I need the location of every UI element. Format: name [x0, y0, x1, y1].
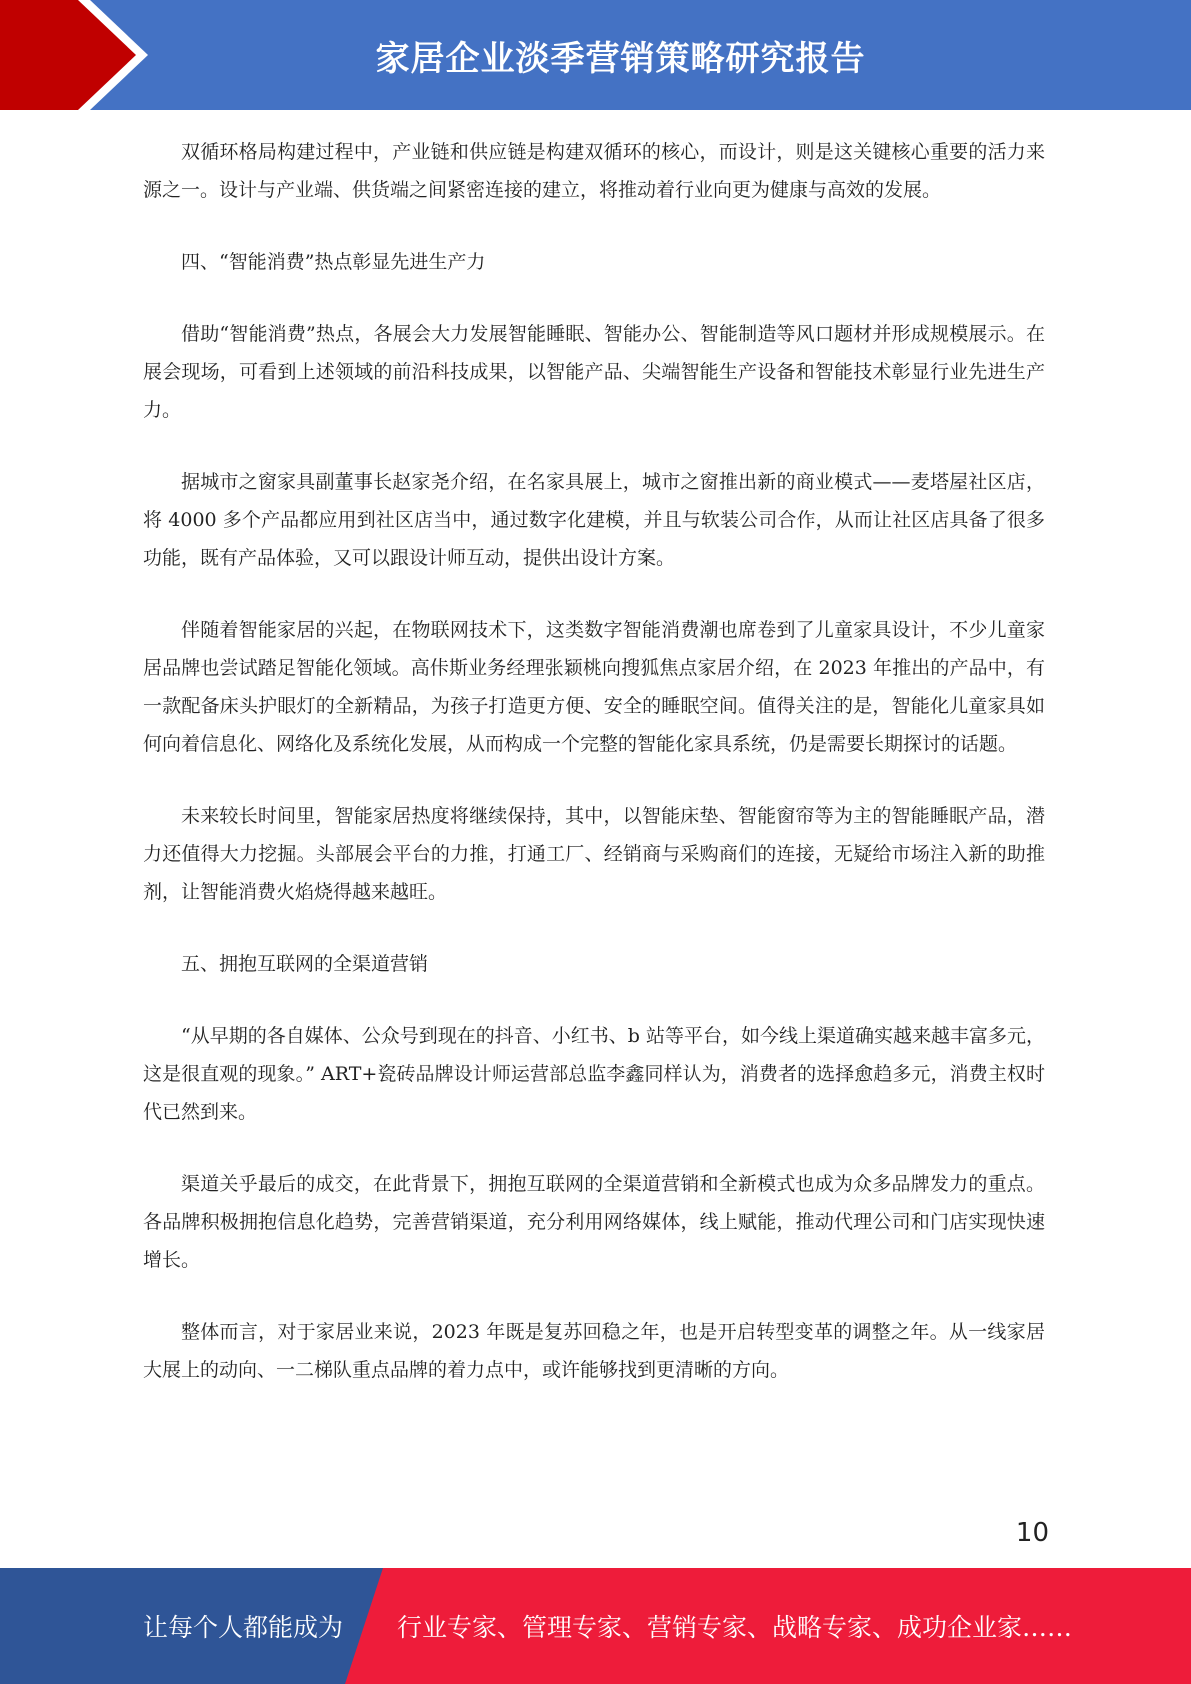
body-content	[143, 133, 1045, 1423]
footer-slogan-left: 让每个人都能成为	[143, 1613, 344, 1642]
section-heading: 五、拥抱互联网的全渠道营销	[181, 953, 429, 975]
paragraph: 整体而言，对于家居业来说，2023 年既是复苏回稳之年，也是开启转型变革的调整之年。从一线家居大展上的动向、一二梯队重点品牌的着力点中，或许能够找到更清晰的方向。	[143, 1321, 1045, 1381]
paragraph: 借助“智能消费”热点，各展会大力发展智能睡眠、智能办公、智能制造等风口题材并形成规模展示。在展会现场，可看到上述领域的前沿科技成果，以智能产品、尖端智能生产设备和智能技术彰显行业先进生产力。	[143, 323, 1045, 421]
paragraph: 未来较长时间里，智能家居热度将继续保持，其中，以智能床垫、智能窗帘等为主的智能睡眠产品，潜力还值得大力挖掘。头部展会平台的力推，打通工厂、经销商与采购商们的连接，无疑给市场注入新的助推剂，让智能消费火焰烧得越来越旺。	[143, 805, 1045, 903]
paragraph: 渠道关乎最后的成交，在此背景下，拥抱互联网的全渠道营销和全新模式也成为众多品牌发力的重点。各品牌积极拥抱信息化趋势，完善营销渠道，充分利用网络媒体，线上赋能，推动代理公司和门店实现快速增长。	[143, 1173, 1045, 1271]
paragraph: 据城市之窗家具副董事长赵家尧介绍，在名家具展上，城市之窗推出新的商业模式——麦塔屋社区店，将 4000 多个产品都应用到社区店当中，通过数字化建模，并且与软装公司合作，从而让社区店具备了很多功能，既有产品体验，又可以跟设计师互动，提供出设计方案。	[143, 471, 1045, 569]
page-header	[0, 0, 1191, 110]
paragraph: “从早期的各自媒体、公众号到现在的抖音、小红书、b 站等平台，如今线上渠道确实越来越丰富多元，这是很直观的现象。” ART+瓷砖品牌设计师运营部总监李鑫同样认为，消费者的选择愈趋多元，消费主权时代已然到来。	[143, 1025, 1045, 1123]
section-heading: 四、“智能消费”热点彰显先进生产力	[181, 251, 486, 273]
paragraph: 伴随着智能家居的兴起，在物联网技术下，这类数字智能消费潮也席卷到了儿童家具设计，不少儿童家居品牌也尝试踏足智能化领域。高佧斯业务经理张颖桃向搜狐焦点家居介绍，在 2023 年推出的产品中，有一款配备床头护眼灯的全新精品，为孩子打造更方便、安全的睡眠空间。值得关注的是，智能化儿童家具如何向着信息化、网络化及系统化发展，从而构成一个完整的智能化家具系统，仍是需要长期探讨的话题。	[143, 619, 1045, 755]
report-title: 家居企业淡季营销策略研究报告	[375, 38, 866, 79]
page-number: 10	[1015, 1518, 1049, 1548]
page-footer	[0, 1568, 1191, 1684]
footer-slogan-right: 行业专家、管理专家、营销专家、战略专家、成功企业家……	[397, 1613, 1073, 1642]
paragraph: 双循环格局构建过程中，产业链和供应链是构建双循环的核心，而设计，则是这关键核心重要的活力来源之一。设计与产业端、供货端之间紧密连接的建立，将推动着行业向更为健康与高效的发展。	[143, 141, 1045, 201]
